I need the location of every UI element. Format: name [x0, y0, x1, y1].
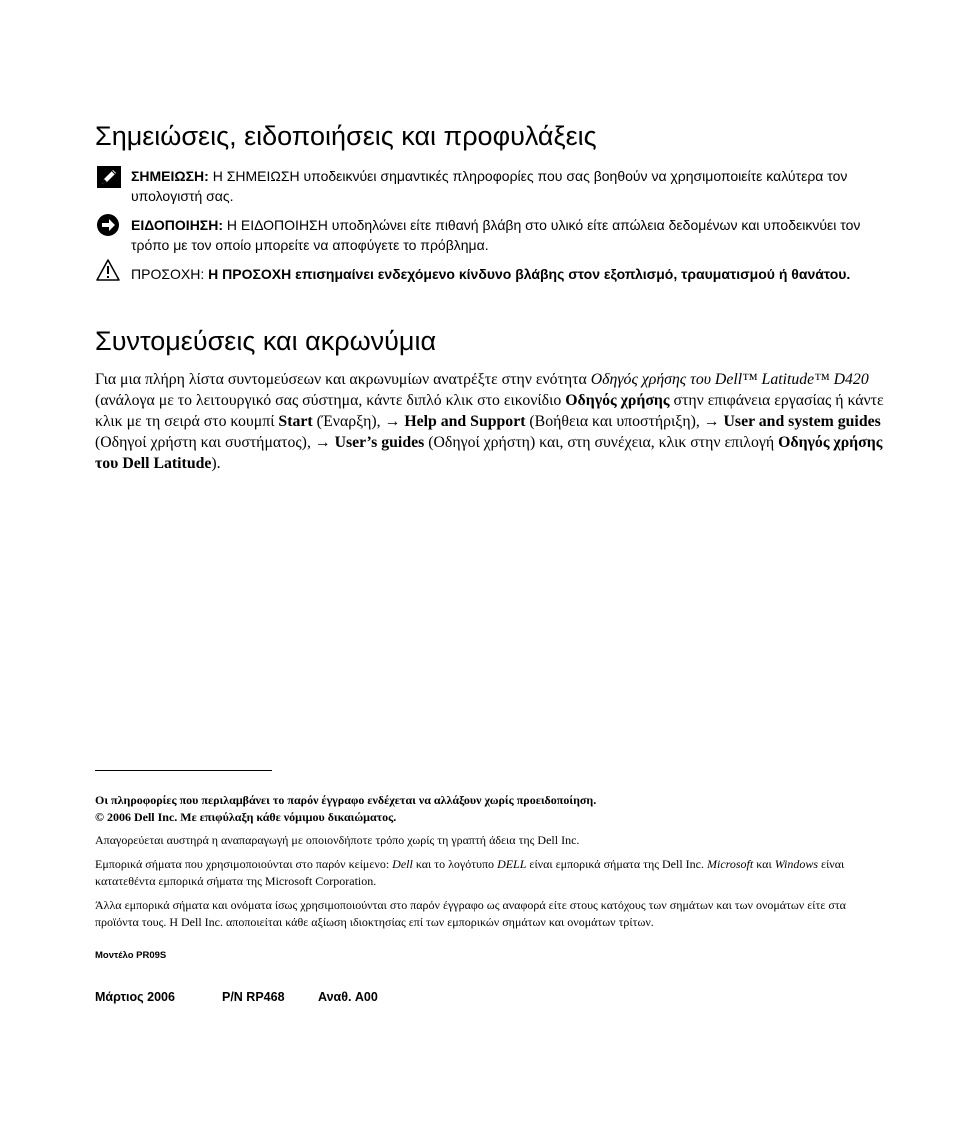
tm-text-b: και το λογότυπο [412, 857, 498, 871]
start-greek: (Έναρξη), [312, 413, 385, 430]
help-greek: (Βοήθεια και υποστήριξη), [525, 413, 704, 430]
tm-dell: Dell [392, 857, 413, 871]
tm-text-c: είναι εμπορικά σήματα της Dell Inc. [526, 857, 707, 871]
model-number: Μοντέλο PR09S [95, 950, 167, 961]
footer-change-notice: Οι πληροφορίες που περιλαμβάνει το παρόν έγγραφο ενδέχεται να αλλάξουν χωρίς προειδοποίηση. [95, 793, 597, 807]
footer-other-trademarks: Άλλα εμπορικά σήματα και ονόματα ίσως χρησιμοποιούνται στο παρόν έγγραφο ως αναφορά είτε στους κατόχους των σημάτων και των ονομάτων είτε στα προϊόντα τους. Η Dell Inc. αποποιείται κάθε αξίωση ιδιοκτησίας επί των εμπορικών σημάτων και ονομάτων τρίτων. [95, 898, 846, 929]
tm-text-e: είναι κατατεθέντα εμπορικά σήματα της Microsoft Corporation. [95, 857, 845, 888]
section-title-abbreviations: Συντομεύσεις και ακρωνύμια [95, 326, 437, 356]
caution-label: ΠΡΟΣΟΧΗ: [131, 266, 205, 282]
guide-icon-name: Οδηγός χρήσης [565, 392, 670, 409]
abbr-text-1: Για μια πλήρη λίστα συντομεύσεων και ακρωνυμίων ανατρέξτε στην ενότητα [95, 371, 591, 388]
footer-copyright: © 2006 Dell Inc. Με επιφύλαξη κάθε νόμιμου δικαιώματος. [95, 810, 397, 824]
user-system-guides-label: User and system guides [723, 413, 881, 430]
guide-title-italic: Οδηγός χρήσης του Dell™ Latitude™ D420 [590, 371, 869, 388]
caution-warning-icon [96, 258, 122, 284]
note-text: Η ΣΗΜΕΙΩΣΗ υποδεικνύει σημαντικές πληροφορίες που σας βοηθούν να χρησιμοποιείτε καλύτερα τον υπολογιστή σας. [131, 168, 848, 204]
arrow-2: → [703, 413, 720, 430]
part-number: P/N RP468 [222, 990, 285, 1004]
abbr-end: ). [211, 455, 221, 472]
users-guides-label: User’s guides [334, 434, 425, 451]
footer-divider [95, 770, 272, 771]
notice-label: ΕΙΔΟΠΟΙΗΣΗ: [131, 217, 223, 233]
abbreviations-paragraph [95, 369, 885, 474]
tm-text-d: και [753, 857, 775, 871]
print-date: Μάρτιος 2006 [95, 990, 175, 1004]
abbr-text-2: (ανάλογα με το λειτουργικό σας σύστημα, κάντε διπλό κλικ στο εικονίδιο [95, 392, 566, 409]
revision: Αναθ. A00 [318, 990, 378, 1004]
caution-text: Η ΠΡΟΣΟΧΗ επισημαίνει ενδεχόμενο κίνδυνο βλάβης στον εξοπλισμό, τραυματισμού ή θανάτου. [204, 266, 851, 282]
users-greek: (Οδηγοί χρήστη) και, στη συνέχεια, κλικ στην επιλογή [424, 434, 779, 451]
note-block [131, 166, 881, 206]
footer-legal-bold [95, 792, 885, 826]
note-label: ΣΗΜΕΙΩΣΗ: [131, 168, 209, 184]
tm-text-a: Εμπορικά σήματα που χρησιμοποιούνται στο παρόν κείμενο: [95, 857, 393, 871]
notice-arrow-icon [96, 213, 122, 239]
footer-trademarks [95, 856, 885, 890]
caution-block [131, 264, 881, 284]
start-label: Start [278, 413, 313, 430]
guides-greek: (Οδηγοί χρήστη και συστήματος), [95, 434, 315, 451]
tm-windows: Windows [774, 857, 819, 871]
note-pencil-icon [96, 165, 122, 191]
abbr-text-3: στην επιφάνεια εργασίας ή κάντε κλικ με τη σειρά στο κουμπί [95, 392, 884, 430]
arrow-1: → [384, 413, 401, 430]
section-title-notes: Σημειώσεις, ειδοποιήσεις και προφυλάξεις [95, 121, 597, 151]
notice-block [131, 215, 881, 255]
help-support-label: Help and Support [404, 413, 526, 430]
footer-reproduction: Απαγορεύεται αυστηρά η αναπαραγωγή με οποιονδήποτε τρόπο χωρίς τη γραπτή άδεια της Dell Inc. [95, 833, 580, 847]
notice-text: Η ΕΙΔΟΠΟΙΗΣΗ υποδηλώνει είτε πιθανή βλάβη στο υλικό είτε απώλεια δεδομένων και υποδεικνύει τον τρόπο με τον οποίο μπορείτε να αποφύγετε το πρόβλημα. [131, 217, 861, 253]
latitude-guide-label: Οδηγός χρήσης του Dell Latitude [95, 434, 883, 472]
tm-microsoft: Microsoft [707, 857, 754, 871]
tm-dell-logo: DELL [497, 857, 527, 871]
arrow-3: → [314, 434, 331, 451]
